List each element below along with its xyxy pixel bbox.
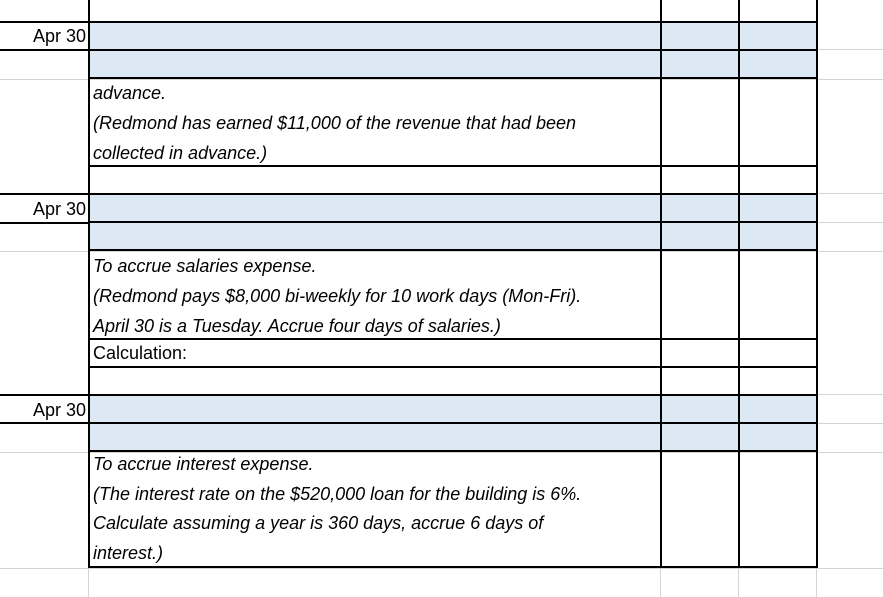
calculation-label[interactable]: Calculation: (93, 343, 188, 363)
entry-2-line-3: April 30 is a Tuesday. Accrue four days of salaries.) (93, 316, 501, 336)
entry-3-line-2: (The interest rate on the $520,000 loan for the building is 6%. (93, 483, 582, 504)
entry-3-date[interactable]: Apr 30 (32, 400, 86, 420)
entry-1-line-3: collected in advance.) (93, 143, 268, 163)
entry-1-line-1: advance. (93, 83, 167, 103)
entry-3-line-3: Calculate assuming a year is 360 days, accrue 6 days of (93, 513, 544, 533)
entry-3-line-4: interest.) (93, 542, 164, 563)
entry-2-line-2: (Redmond pays $8,000 bi-weekly for 10 work days (Mon-Fri). (93, 286, 582, 306)
entry-3-line-1: To accrue interest expense. (93, 454, 314, 474)
entry-2-line-1: To accrue salaries expense. (93, 256, 317, 276)
entry-3-description[interactable] (93, 450, 658, 568)
entry-1-description[interactable] (93, 78, 658, 168)
entry-2-description[interactable] (93, 251, 658, 341)
entry-1-date[interactable]: Apr 30 (32, 26, 86, 46)
entry-2-date[interactable]: Apr 30 (32, 199, 86, 219)
entry-1-line-2: (Redmond has earned $11,000 of the revenue that had been (93, 113, 577, 133)
